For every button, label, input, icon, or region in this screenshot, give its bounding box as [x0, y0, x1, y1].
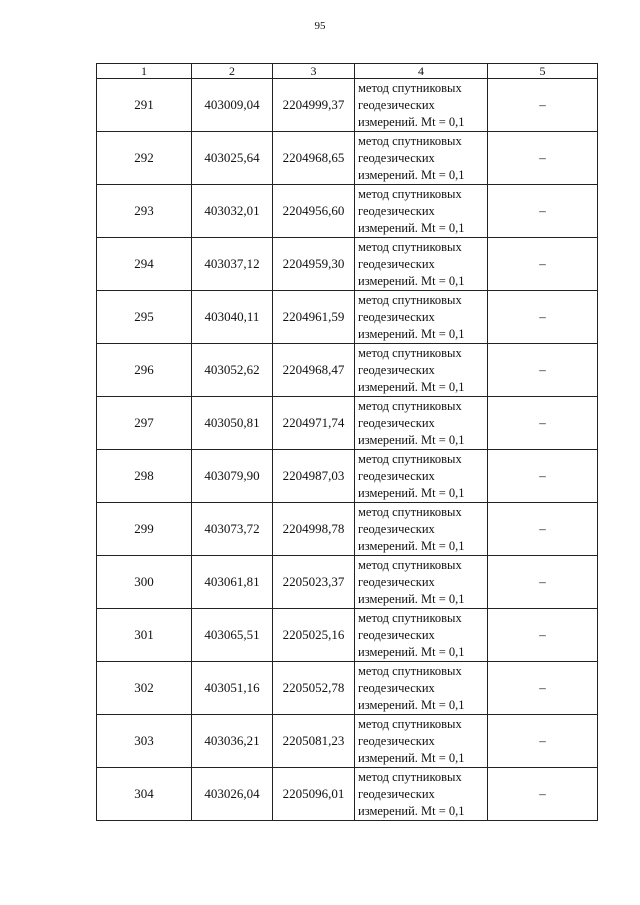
point-number-cell: 304	[97, 768, 192, 821]
table-row	[97, 609, 598, 662]
table-row	[97, 715, 598, 768]
method-cell: метод спутниковых геодезических измерений. Mt = 0,1	[355, 450, 488, 503]
point-number-cell: 299	[97, 503, 192, 556]
note-cell: –	[488, 79, 598, 132]
x-coordinate-cell: 403079,90	[192, 450, 273, 503]
method-cell: метод спутниковых геодезических измерений. Mt = 0,1	[355, 503, 488, 556]
table-row	[97, 132, 598, 185]
note-cell: –	[488, 344, 598, 397]
method-cell: метод спутниковых геодезических измерений. Mt = 0,1	[355, 662, 488, 715]
point-number-cell: 295	[97, 291, 192, 344]
y-coordinate-cell: 2204971,74	[273, 397, 355, 450]
column-header-2: 2	[192, 64, 273, 79]
note-cell: –	[488, 768, 598, 821]
method-cell: метод спутниковых геодезических измерений. Mt = 0,1	[355, 768, 488, 821]
y-coordinate-cell: 2204968,47	[273, 344, 355, 397]
table-row	[97, 768, 598, 821]
table-row	[97, 238, 598, 291]
method-cell: метод спутниковых геодезических измерений. Mt = 0,1	[355, 397, 488, 450]
y-coordinate-cell: 2205096,01	[273, 768, 355, 821]
point-number-cell: 297	[97, 397, 192, 450]
x-coordinate-cell: 403037,12	[192, 238, 273, 291]
y-coordinate-cell: 2204961,59	[273, 291, 355, 344]
coordinates-table	[96, 63, 598, 821]
table-header-row	[97, 64, 598, 79]
x-coordinate-cell: 403009,04	[192, 79, 273, 132]
method-cell: метод спутниковых геодезических измерений. Mt = 0,1	[355, 185, 488, 238]
x-coordinate-cell: 403061,81	[192, 556, 273, 609]
point-number-cell: 301	[97, 609, 192, 662]
y-coordinate-cell: 2205023,37	[273, 556, 355, 609]
method-cell: метод спутниковых геодезических измерений. Mt = 0,1	[355, 609, 488, 662]
method-cell: метод спутниковых геодезических измерений. Mt = 0,1	[355, 132, 488, 185]
table-row	[97, 185, 598, 238]
column-header-5: 5	[488, 64, 598, 79]
x-coordinate-cell: 403026,04	[192, 768, 273, 821]
method-cell: метод спутниковых геодезических измерений. Mt = 0,1	[355, 715, 488, 768]
point-number-cell: 302	[97, 662, 192, 715]
point-number-cell: 300	[97, 556, 192, 609]
point-number-cell: 296	[97, 344, 192, 397]
x-coordinate-cell: 403040,11	[192, 291, 273, 344]
page-number: 95	[314, 20, 326, 32]
x-coordinate-cell: 403036,21	[192, 715, 273, 768]
x-coordinate-cell: 403065,51	[192, 609, 273, 662]
method-cell: метод спутниковых геодезических измерений. Mt = 0,1	[355, 556, 488, 609]
y-coordinate-cell: 2204999,37	[273, 79, 355, 132]
note-cell: –	[488, 185, 598, 238]
note-cell: –	[488, 715, 598, 768]
y-coordinate-cell: 2204956,60	[273, 185, 355, 238]
column-header-4: 4	[355, 64, 488, 79]
table-row	[97, 397, 598, 450]
point-number-cell: 294	[97, 238, 192, 291]
x-coordinate-cell: 403050,81	[192, 397, 273, 450]
table-row	[97, 556, 598, 609]
table-row	[97, 291, 598, 344]
note-cell: –	[488, 503, 598, 556]
point-number-cell: 298	[97, 450, 192, 503]
method-cell: метод спутниковых геодезических измерений. Mt = 0,1	[355, 291, 488, 344]
y-coordinate-cell: 2204987,03	[273, 450, 355, 503]
x-coordinate-cell: 403025,64	[192, 132, 273, 185]
y-coordinate-cell: 2205081,23	[273, 715, 355, 768]
table-row	[97, 344, 598, 397]
note-cell: –	[488, 291, 598, 344]
y-coordinate-cell: 2204959,30	[273, 238, 355, 291]
method-cell: метод спутниковых геодезических измерений. Mt = 0,1	[355, 344, 488, 397]
point-number-cell: 292	[97, 132, 192, 185]
point-number-cell: 293	[97, 185, 192, 238]
note-cell: –	[488, 397, 598, 450]
note-cell: –	[488, 556, 598, 609]
column-header-1: 1	[97, 64, 192, 79]
note-cell: –	[488, 450, 598, 503]
y-coordinate-cell: 2204998,78	[273, 503, 355, 556]
point-number-cell: 303	[97, 715, 192, 768]
table-row	[97, 79, 598, 132]
table-row	[97, 662, 598, 715]
x-coordinate-cell: 403051,16	[192, 662, 273, 715]
note-cell: –	[488, 662, 598, 715]
method-cell: метод спутниковых геодезических измерений. Mt = 0,1	[355, 238, 488, 291]
column-header-3: 3	[273, 64, 355, 79]
x-coordinate-cell: 403032,01	[192, 185, 273, 238]
x-coordinate-cell: 403052,62	[192, 344, 273, 397]
method-cell: метод спутниковых геодезических измерений. Mt = 0,1	[355, 79, 488, 132]
note-cell: –	[488, 238, 598, 291]
note-cell: –	[488, 132, 598, 185]
note-cell: –	[488, 609, 598, 662]
y-coordinate-cell: 2205052,78	[273, 662, 355, 715]
y-coordinate-cell: 2204968,65	[273, 132, 355, 185]
point-number-cell: 291	[97, 79, 192, 132]
x-coordinate-cell: 403073,72	[192, 503, 273, 556]
table-row	[97, 450, 598, 503]
table-row	[97, 503, 598, 556]
y-coordinate-cell: 2205025,16	[273, 609, 355, 662]
